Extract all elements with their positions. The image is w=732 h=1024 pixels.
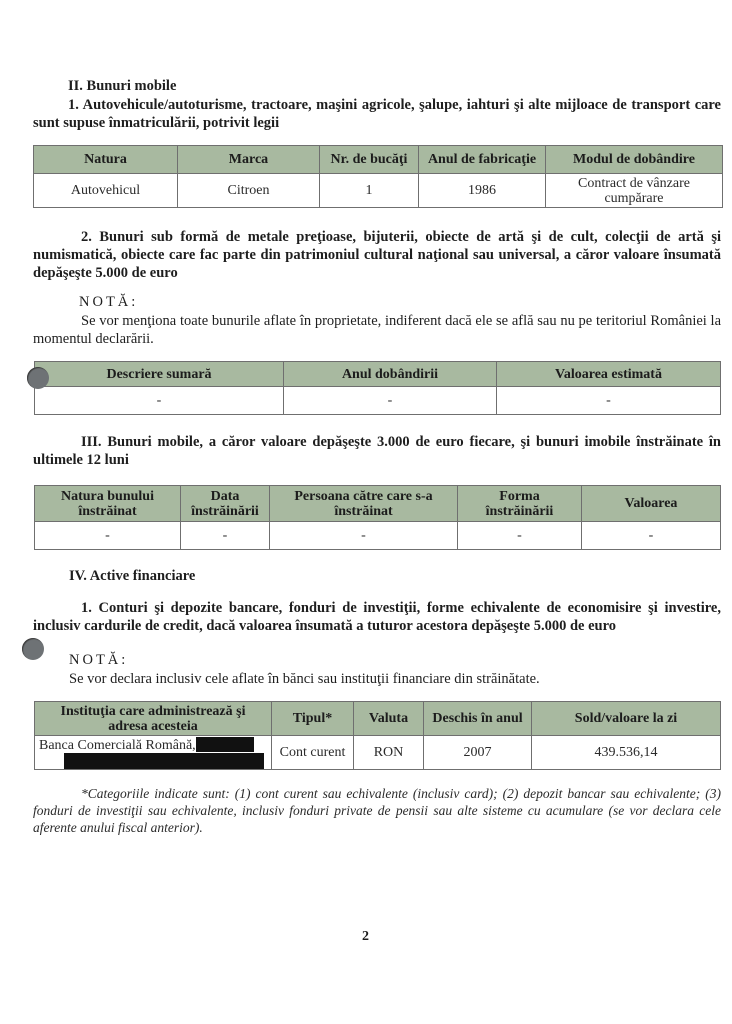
header-data-instrainarii: Data înstrăinării	[181, 486, 270, 522]
table-row	[35, 387, 721, 415]
institution-name: Banca Comercială Română,	[39, 738, 196, 753]
header-valuta: Valuta	[354, 702, 424, 736]
page-number: 2	[362, 929, 369, 944]
header-sold-valoare: Sold/valoare la zi	[532, 702, 721, 736]
cell-anul: -	[284, 387, 497, 415]
table-header-row	[35, 702, 721, 736]
table-row	[35, 736, 721, 770]
table-row	[35, 522, 721, 550]
cell-nr-bucati: 1	[320, 174, 419, 208]
cell-data: -	[181, 522, 270, 550]
section-ii-title: II. Bunuri mobile	[68, 78, 177, 94]
table-row	[34, 174, 723, 208]
section-iv-title: IV. Active financiare	[69, 568, 196, 584]
section-ii-subsection-2: 2. Bunuri sub formă de metale preţioase, bijuterii, obiecte de artă şi de cult, colecţii de artă şi numismatică, obiecte care fac parte din patrimoniul cultural naţional sau universal, a căror valoare însumată depăşeşte 5.000 de euro	[33, 229, 721, 281]
punch-hole-mark	[22, 638, 44, 660]
cell-valoarea: -	[497, 387, 721, 415]
header-deschis-in-anul: Deschis în anul	[424, 702, 532, 736]
header-marca: Marca	[178, 146, 320, 174]
accounts-table	[34, 701, 721, 770]
section-iv-subsection-1: 1. Conturi şi depozite bancare, fonduri de investiţii, forme echivalente de economisire şi investire, inclusiv cardurile de credit, dacă valoarea însumată a tuturor acestora depăşeşte 5.000 de euro	[33, 600, 721, 634]
cell-natura: Autovehicul	[34, 174, 178, 208]
header-anul-dobandirii: Anul dobândirii	[284, 362, 497, 387]
cell-deschis: 2007	[424, 736, 532, 770]
redaction-block	[64, 753, 264, 769]
header-persoana: Persoana către care s-a înstrăinat	[270, 486, 458, 522]
nota-text-2: Se vor declara inclusiv cele aflate în bănci sau instituţii financiare din străinătate.	[69, 671, 540, 687]
header-descriere-sumara: Descriere sumară	[35, 362, 284, 387]
header-valoarea: Valoarea	[582, 486, 721, 522]
cell-anul-fabricatie: 1986	[419, 174, 546, 208]
cell-natura-bunului: -	[35, 522, 181, 550]
cell-forma: -	[458, 522, 582, 550]
section-iii-title: III. Bunuri mobile, a căror valoare depăşeşte 3.000 de euro fiecare, şi bunuri imobile înstrăinate în ultimele 12 luni	[33, 434, 721, 468]
cell-descriere: -	[35, 387, 284, 415]
alienated-assets-table	[34, 485, 721, 550]
header-tipul: Tipul*	[272, 702, 354, 736]
nota-label-2: NOTĂ:	[69, 652, 129, 668]
header-institutia: Instituţia care administrează şi adresa acesteia	[35, 702, 272, 736]
valuables-table	[34, 361, 721, 415]
vehicles-table	[33, 145, 723, 208]
header-nr-bucati: Nr. de bucăţi	[320, 146, 419, 174]
cell-valuta: RON	[354, 736, 424, 770]
header-anul-fabricatie: Anul de fabricaţie	[419, 146, 546, 174]
cell-modul-dobandire: Contract de vânzare cumpărare	[546, 174, 723, 208]
header-modul-dobandire: Modul de dobândire	[546, 146, 723, 174]
cell-marca: Citroen	[178, 174, 320, 208]
header-natura: Natura	[34, 146, 178, 174]
cell-valoarea: -	[582, 522, 721, 550]
table-header-row	[35, 362, 721, 387]
cell-persoana: -	[270, 522, 458, 550]
header-valoarea-estimata: Valoarea estimată	[497, 362, 721, 387]
punch-hole-mark	[27, 367, 49, 389]
table-header-row	[35, 486, 721, 522]
cell-institutia	[35, 736, 272, 770]
nota-label-1: NOTĂ:	[79, 294, 139, 310]
table-header-row	[34, 146, 723, 174]
section-ii-subsection-1: 1. Autovehicule/autoturisme, tractoare, maşini agricole, şalupe, iahturi şi alte mijloace de transport care sunt supuse înmatriculării, potrivit legii	[33, 97, 721, 131]
header-natura-bunului: Natura bunului înstrăinat	[35, 486, 181, 522]
header-forma-instrainarii: Forma înstrăinării	[458, 486, 582, 522]
nota-text-1: Se vor menţiona toate bunurile aflate în proprietate, indiferent dacă ele se află sau nu pe teritoriul României la momentul declarării.	[33, 313, 721, 347]
cell-sold: 439.536,14	[532, 736, 721, 770]
footnote: *Categoriile indicate sunt: (1) cont curent sau echivalente (inclusiv card); (2) depozit bancar sau echivalente; (3) fonduri de investiţii sau echivalente, inclusiv fonduri private de pensii sau alte sisteme cu acumulare (se vor declara cele aferente anului fiscal anterior).	[33, 786, 721, 835]
redaction-block	[196, 737, 254, 752]
cell-tipul: Cont curent	[272, 736, 354, 770]
